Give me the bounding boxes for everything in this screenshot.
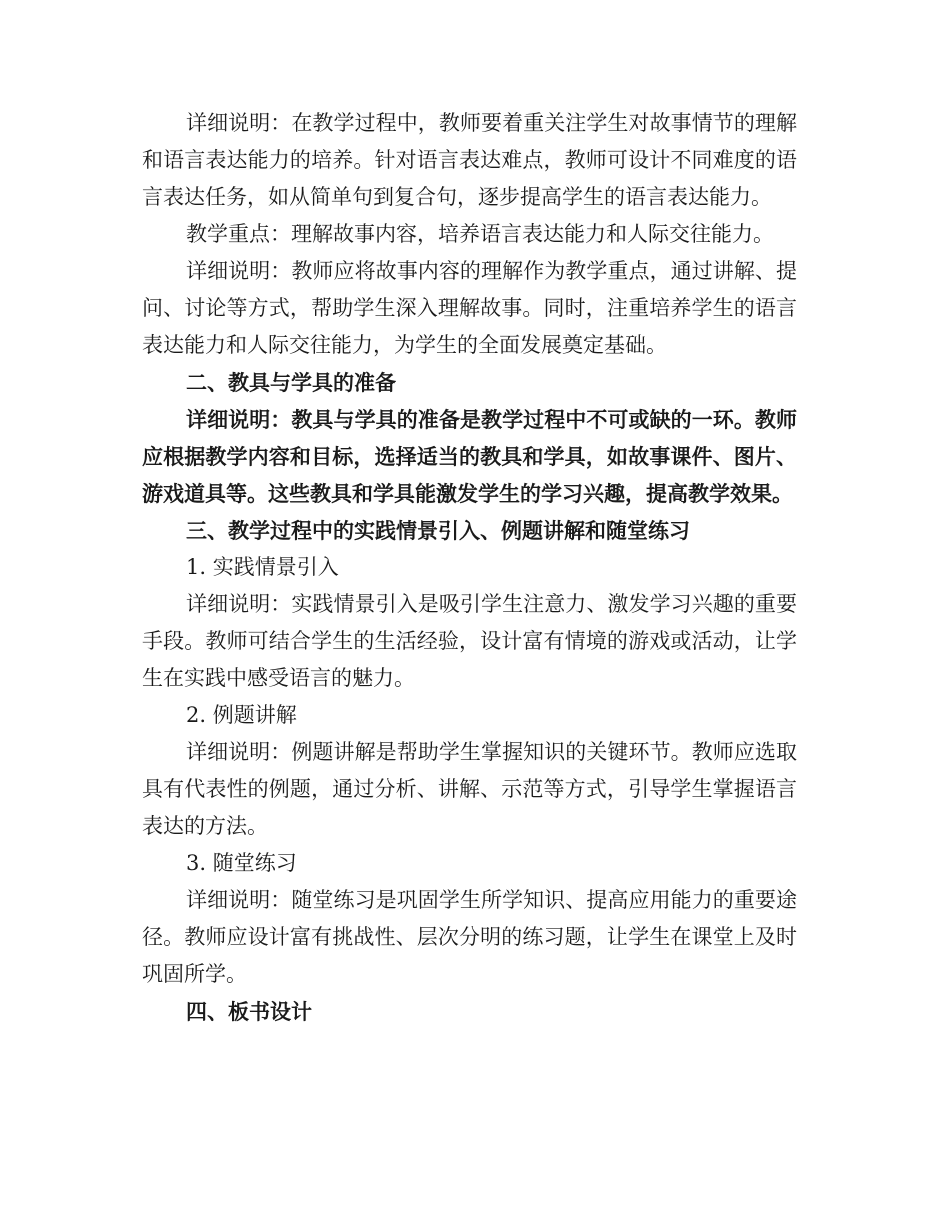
heading-section-2: 二、教具与学具的准备: [186, 370, 396, 395]
heading-section-4: 四、板书设计: [186, 999, 312, 1024]
subheading-classroom-exercise: 3. 随堂练习: [186, 851, 297, 875]
paragraph-detail-tools: 详细说明：教具与学具的准备是教学过程中不可或缺的一环。教师应根据教学内容和目标，选择适当的教具和学具，如故事课件、图片、游戏道具等。这些教具和学具能激发学生的学习兴趣，提高教学效果。: [142, 407, 797, 506]
document-page: [142, 105, 797, 1030]
subheading-example-explanation: 2. 例题讲解: [186, 703, 297, 727]
heading-section-3: 三、教学过程中的实践情景引入、例题讲解和随堂练习: [186, 518, 690, 543]
paragraph-detail-example: 详细说明：例题讲解是帮助学生掌握知识的关键环节。教师应选取具有代表性的例题，通过分析、讲解、示范等方式，引导学生掌握语言表达的方法。: [142, 740, 797, 838]
subheading-practice-intro: 1. 实践情景引入: [186, 555, 339, 579]
paragraph-detail-focus: 详细说明：教师应将故事内容的理解作为教学重点，通过讲解、提问、讨论等方式，帮助学生深入理解故事。同时，注重培养学生的语言表达能力和人际交往能力，为学生的全面发展奠定基础。: [142, 259, 797, 357]
paragraph-detail-exercise: 详细说明：随堂练习是巩固学生所学知识、提高应用能力的重要途径。教师应设计富有挑战性、层次分明的练习题，让学生在课堂上及时巩固所学。: [142, 888, 797, 986]
paragraph-teaching-focus: 教学重点：理解故事内容，培养语言表达能力和人际交往能力。: [186, 222, 774, 246]
paragraph-detail-practice-intro: 详细说明：实践情景引入是吸引学生注意力、激发学习兴趣的重要手段。教师可结合学生的生活经验，设计富有情境的游戏或活动，让学生在实践中感受语言的魅力。: [142, 592, 797, 690]
paragraph-detail-difficulty: 详细说明：在教学过程中，教师要着重关注学生对故事情节的理解和语言表达能力的培养。针对语言表达难点，教师可设计不同难度的语言表达任务，如从简单句到复合句，逐步提高学生的语言表达能力。: [142, 111, 797, 209]
